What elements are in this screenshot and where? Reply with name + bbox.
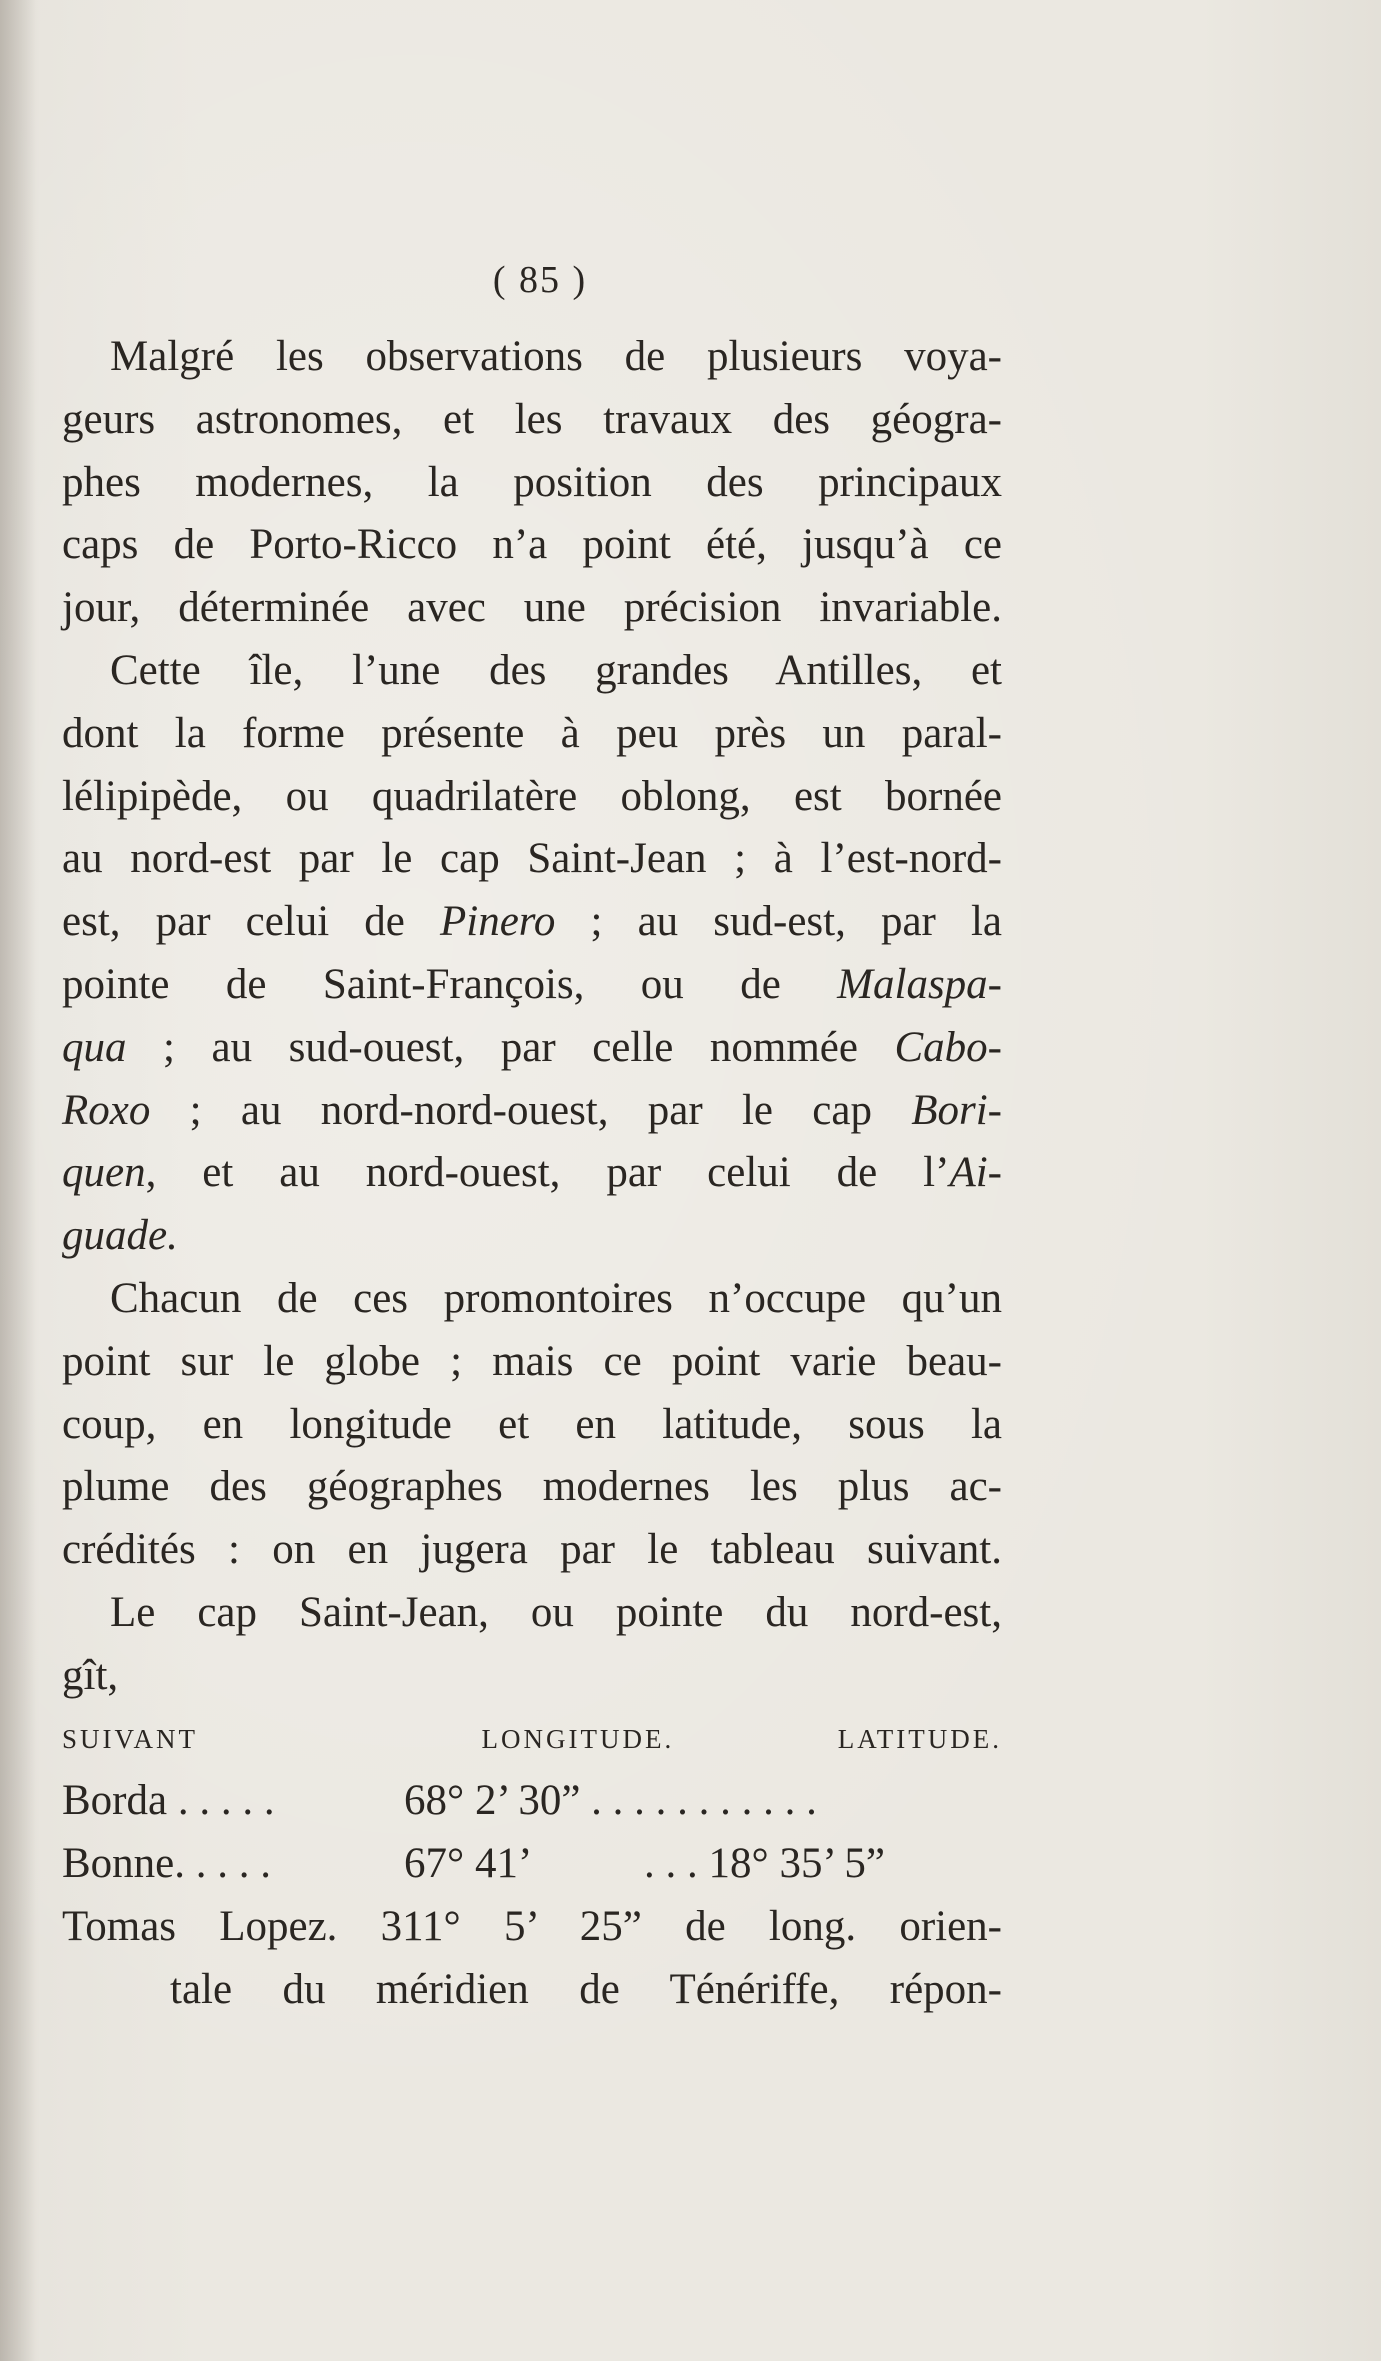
table-row	[62, 1833, 1002, 1896]
text-line: coup, en longitude et en latitude, sous la	[62, 1400, 1002, 1448]
paragraph-1	[62, 326, 1002, 640]
text-line: jour, déterminée avec une précision invariable.	[62, 584, 1002, 632]
italic-word: guade.	[62, 1212, 178, 1260]
paragraph-4	[62, 1582, 1002, 1708]
text-line: Malgré les observations de plusieurs voya-	[110, 333, 1002, 380]
text-line: dont la forme présente à peu près un paral-	[62, 709, 1002, 757]
text-line: est, par celui de Pinero ; au sud-est, par la	[62, 898, 1002, 946]
text-line: crédités : on en jugera par le tableau suivant.	[62, 1526, 1002, 1574]
text-line: pointe de Saint-François, ou de Malaspa-	[62, 960, 1002, 1008]
text-line: geurs astronomes, et les travaux des géogra-	[62, 395, 1002, 443]
row-name: Bonne. . . . .	[62, 1840, 272, 1888]
text-line: gît,	[62, 1651, 119, 1699]
table-row	[62, 1770, 1002, 1833]
text-line	[62, 1205, 1002, 1268]
text-line: quen, et au nord-ouest, par celui de l’Ai-	[62, 1149, 1002, 1197]
continuation-line: tale du méridien de Ténériffe, répon-	[170, 1965, 1002, 2013]
text-line: Roxo ; au nord-nord-ouest, par le cap Bori-	[62, 1086, 1002, 1134]
column-header-longitude: LONGITUDE.	[481, 1723, 675, 1754]
coordinates-table	[62, 1708, 1002, 2022]
text-line: phes modernes, la position des principaux	[62, 458, 1002, 506]
paragraph-3	[62, 1268, 1002, 1582]
row-longitude: 68° 2’ 30” . . . . . . . . . . .	[404, 1777, 817, 1825]
column-header-suivant: SUIVANT	[62, 1723, 199, 1754]
row-latitude: . . . 18° 35’ 5”	[644, 1840, 885, 1888]
row-longitude: 67° 41’	[404, 1840, 533, 1888]
column-header-latitude: LATITUDE.	[837, 1723, 1002, 1754]
table-row-lopez: Tomas Lopez. 311° 5’ 25” de long. orien-	[62, 1902, 1002, 1950]
text-line: Chacun de ces promontoires n’occupe qu’un	[110, 1274, 1002, 1322]
text-line: Le cap Saint-Jean, ou pointe du nord-est,	[110, 1588, 1002, 1636]
text-line: Cette île, l’une des grandes Antilles, et	[110, 646, 1002, 694]
body-text	[62, 326, 1002, 2022]
row-name: Borda . . . . .	[62, 1777, 275, 1825]
page-number: ( 85 )	[492, 259, 588, 301]
text-line: qua ; au sud-ouest, par celle nommée Cabo-	[62, 1023, 1002, 1071]
text-line: au nord-est par le cap Saint-Jean ; à l’est-nord-	[62, 835, 1002, 883]
table-header	[62, 1708, 1002, 1771]
binding-shadow	[0, 0, 36, 2361]
text-line: point sur le globe ; mais ce point varie beau-	[62, 1337, 1002, 1385]
text-line: lélipipède, ou quadrilatère oblong, est bornée	[62, 772, 1002, 820]
paragraph-2	[62, 640, 1002, 1268]
text-line: caps de Porto-Ricco n’a point été, jusqu’à ce	[62, 521, 1002, 569]
text-line: plume des géographes modernes les plus ac-	[62, 1463, 1002, 1511]
